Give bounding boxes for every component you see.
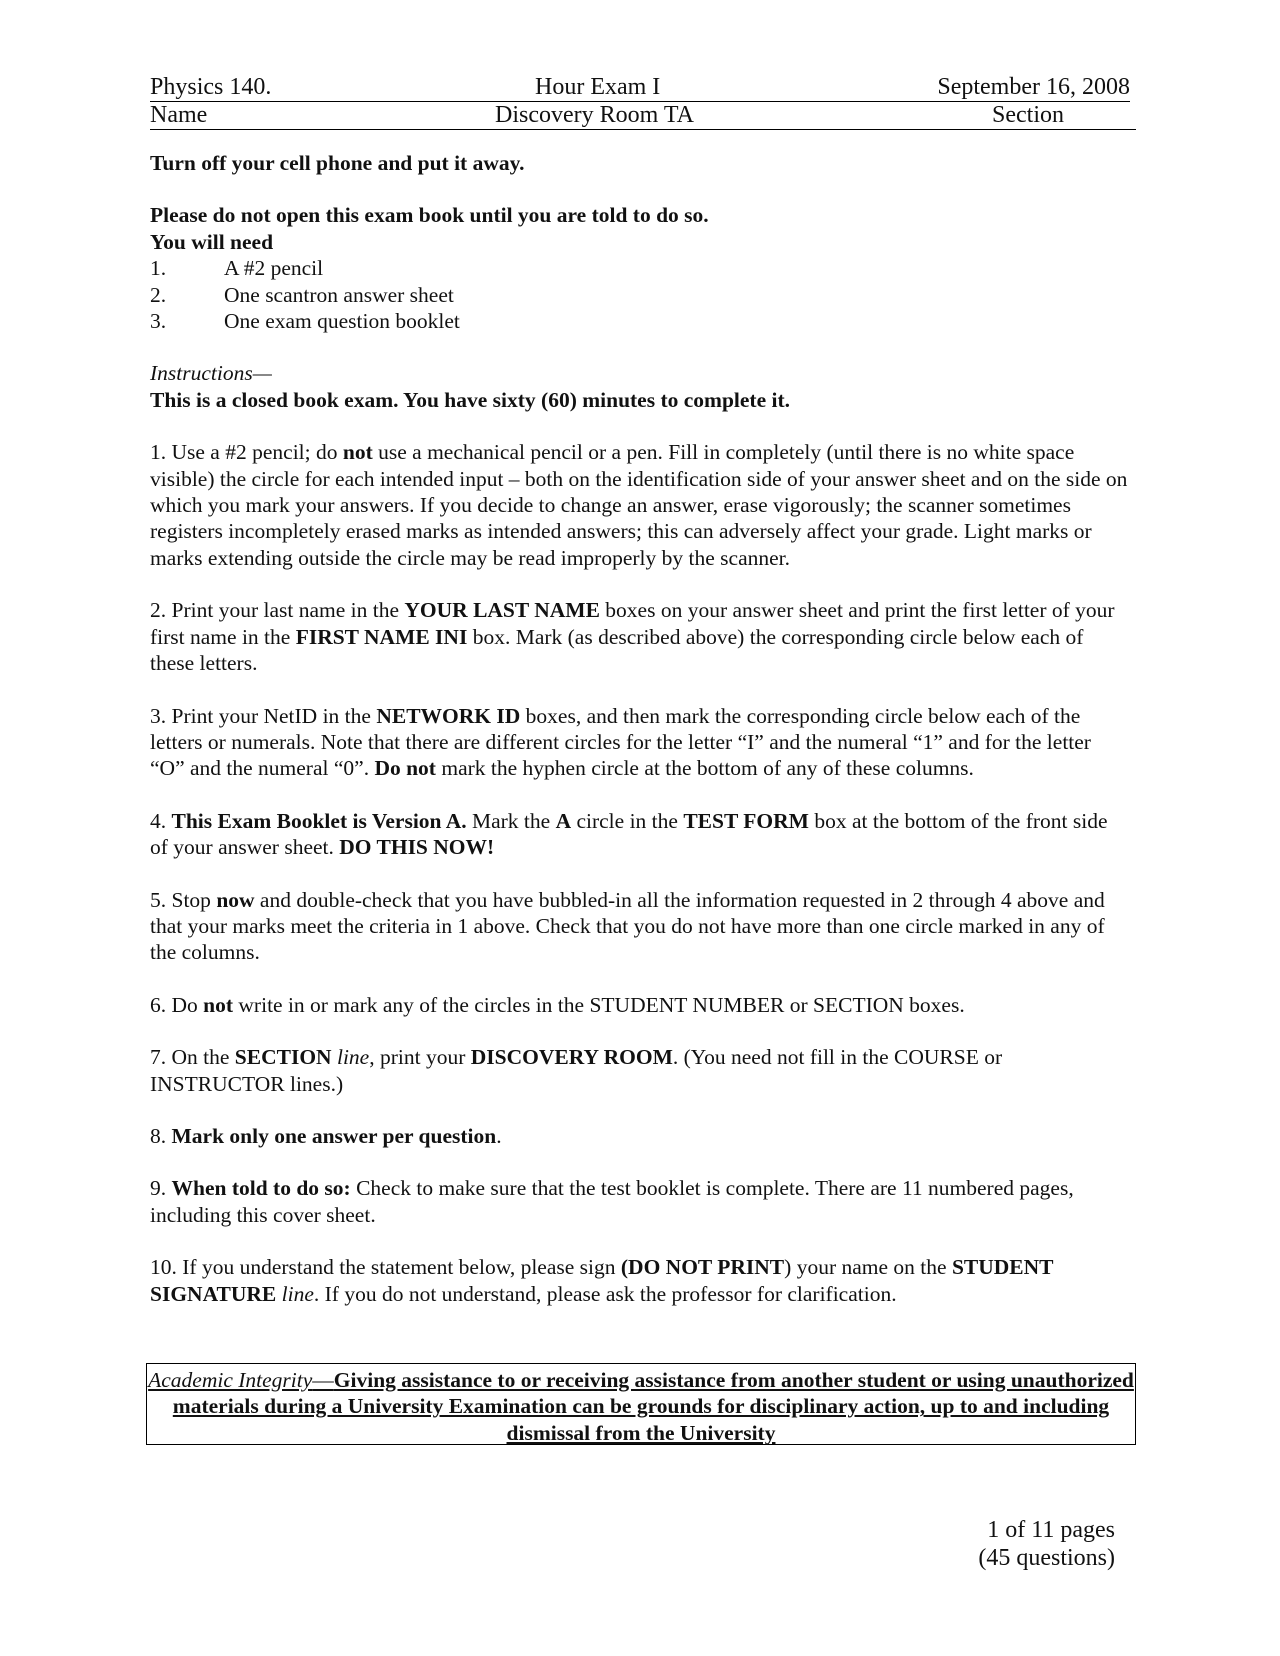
academic-integrity-box: Academic Integrity—Giving assistance to or receiving assistance from another student or using unauthorized materials during a University Examination can be grounds for disciplinary action, up to and including dismissal from the University	[146, 1363, 1136, 1445]
header-row-1	[150, 74, 1130, 102]
exam-date: September 16, 2008	[937, 74, 1130, 100]
course-title: Physics 140.	[150, 74, 272, 100]
instruction-3: 3. Print your NetID in the NETWORK ID boxes, and then mark the corresponding circle below each of the letters or numerals. Note that there are different circles for the letter “I” and the numeral “1” and for the letter “O” and the numeral “0”. Do not mark the hyphen circle at the bottom of any of these columns.	[150, 703, 1091, 781]
ta-label: Discovery Room TA	[495, 102, 694, 128]
academic-integrity-text: Giving assistance to or receiving assistance from another student or using unauthorized materials during a University Examination can be grounds for disciplinary action, up to and including dismissal from the University	[172, 1368, 1134, 1445]
academic-integrity-label: Academic Integrity	[148, 1368, 313, 1392]
header-row-2	[150, 102, 1136, 130]
instruction-1: 1. Use a #2 pencil; do not use a mechanical pencil or a pen. Fill in completely (until there is no white space visible) the circle for each intended input – both on the identification side of your answer sheet and on the side on which you mark your answers. If you decide to change an answer, erase vigorously; the scanner sometimes registers incompletely erased marks as intended answers; this can adversely affect your grade. Light marks or marks extending outside the circle may be read improperly by the scanner.	[150, 440, 1128, 570]
instruction-4: 4. This Exam Booklet is Version A. Mark the A circle in the TEST FORM box at the bottom of the front side of your answer sheet. DO THIS NOW!	[150, 808, 1108, 860]
needs-list	[150, 255, 1130, 334]
instruction-5: 5. Stop now and double-check that you have bubbled-in all the information requested in 2 through 4 above and that your marks meet the criteria in 1 above. Check that you do not have more than one circle marked in any of the columns.	[150, 887, 1105, 965]
list-item: 3. One exam question booklet	[150, 309, 460, 334]
exam-title: Hour Exam I	[535, 74, 661, 100]
instruction-8: 8. Mark only one answer per question.	[150, 1123, 502, 1148]
instruction-10: 10. If you understand the statement below, please sign (DO NOT PRINT) your name on the STUDENT SIGNATURE line. If you do not understand, please ask the professor for clarification.	[150, 1255, 1054, 1306]
instructions-label: Instructions—	[150, 361, 272, 386]
instruction-2: 2. Print your last name in the YOUR LAST NAME boxes on your answer sheet and print the first letter of your first name in the FIRST NAME INI box. Mark (as described above) the corresponding circle below each of these letters.	[150, 598, 1115, 676]
you-will-need-heading: You will need	[150, 229, 274, 254]
question-count: (45 questions)	[978, 1545, 1115, 1571]
instruction-6: 6. Do not write in or mark any of the circles in the STUDENT NUMBER or SECTION boxes.	[150, 992, 965, 1017]
closed-book-notice: This is a closed book exam. You have sixty (60) minutes to complete it.	[150, 387, 791, 412]
cell-phone-notice: Turn off your cell phone and put it away.	[150, 151, 525, 175]
do-not-open-notice: Please do not open this exam book until you are told to do so.	[150, 203, 709, 228]
instruction-7: 7. On the SECTION line, print your DISCOVERY ROOM. (You need not fill in the COURSE or INSTRUCTOR lines.)	[150, 1045, 1003, 1096]
page-footer	[978, 1516, 1115, 1572]
instruction-9: 9. When told to do so: Check to make sure that the test booklet is complete. There are 11 numbered pages, including this cover sheet.	[150, 1176, 1074, 1227]
page-count: 1 of 11 pages	[987, 1517, 1115, 1543]
list-item: 1. A #2 pencil	[150, 256, 324, 281]
name-label: Name	[150, 102, 208, 128]
section-label: Section	[992, 102, 1064, 128]
exam-cover-page	[150, 74, 1130, 1307]
list-item: 2. One scantron answer sheet	[150, 282, 454, 307]
